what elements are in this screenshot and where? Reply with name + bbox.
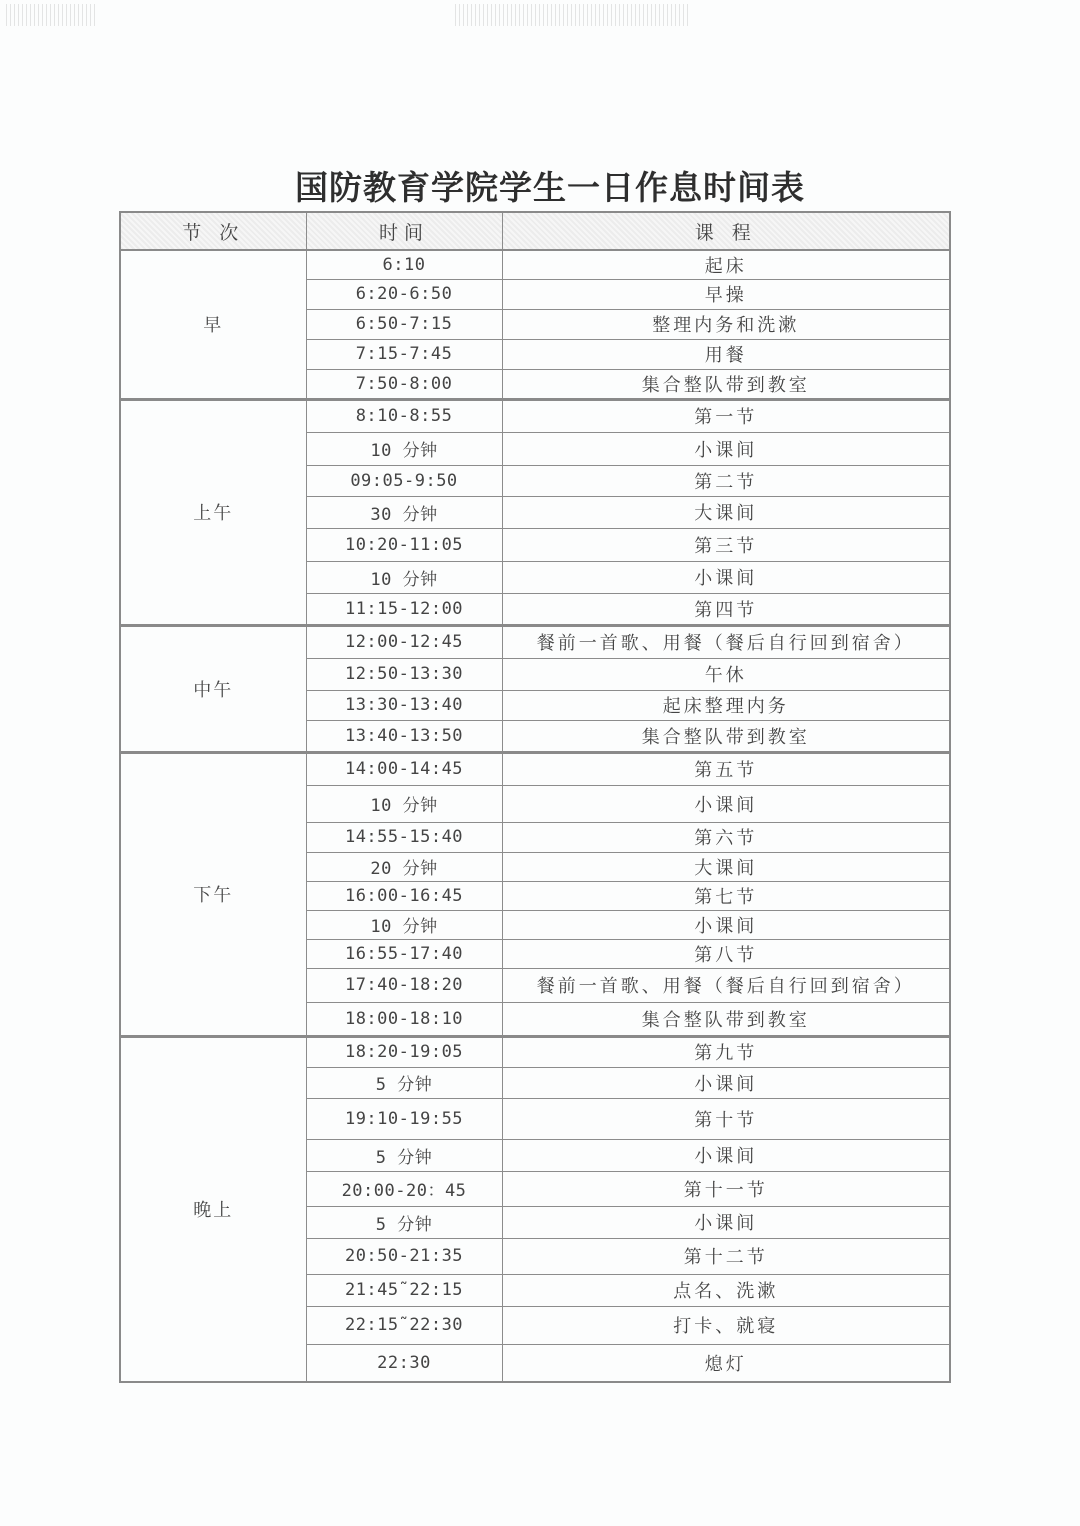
activity-cell: 集合整队带到教室 <box>502 1002 950 1036</box>
time-cell: 20 分钟 <box>306 852 502 881</box>
period-cell: 下午 <box>120 752 306 1036</box>
time-cell: 6:10 <box>306 250 502 279</box>
activity-cell: 起床 <box>502 250 950 279</box>
table-row <box>120 752 950 785</box>
activity-cell: 集合整队带到教室 <box>502 720 950 752</box>
period-cell: 晚上 <box>120 1036 306 1382</box>
time-cell: 14:55-15:40 <box>306 822 502 852</box>
time-cell: 6:50-7:15 <box>306 309 502 339</box>
header-activity: 课 程 <box>502 212 950 250</box>
time-cell: 5 分钟 <box>306 1139 502 1171</box>
table-row <box>120 1036 950 1067</box>
activity-cell: 第十二节 <box>502 1238 950 1274</box>
schedule-table <box>119 211 951 1383</box>
activity-cell: 小课间 <box>502 1139 950 1171</box>
activity-cell: 起床整理内务 <box>502 690 950 720</box>
activity-cell: 小课间 <box>502 432 950 465</box>
activity-cell: 餐前一首歌、用餐（餐后自行回到宿舍） <box>502 625 950 658</box>
page-title: 国防教育学院学生一日作息时间表 <box>295 168 805 208</box>
activity-cell: 大课间 <box>502 852 950 881</box>
activity-cell: 第五节 <box>502 752 950 785</box>
activity-cell: 早操 <box>502 279 950 309</box>
time-cell: 7:50-8:00 <box>306 369 502 399</box>
scan-noise-center <box>455 4 690 26</box>
time-cell: 09:05-9:50 <box>306 465 502 496</box>
activity-cell: 点名、洗漱 <box>502 1274 950 1306</box>
time-cell: 13:40-13:50 <box>306 720 502 752</box>
time-cell: 22:15˜22:30 <box>306 1306 502 1344</box>
time-cell: 19:10-19:55 <box>306 1098 502 1139</box>
activity-cell: 打卡、就寝 <box>502 1306 950 1344</box>
activity-cell: 小课间 <box>502 785 950 822</box>
activity-cell: 第三节 <box>502 528 950 561</box>
activity-cell: 第七节 <box>502 881 950 910</box>
time-cell: 13:30-13:40 <box>306 690 502 720</box>
time-cell: 20:00-20：45 <box>306 1171 502 1206</box>
activity-cell: 大课间 <box>502 496 950 528</box>
activity-cell: 整理内务和洗漱 <box>502 309 950 339</box>
activity-cell: 小课间 <box>502 561 950 593</box>
time-cell: 7:15-7:45 <box>306 339 502 369</box>
time-cell: 10:20-11:05 <box>306 528 502 561</box>
activity-cell: 第十节 <box>502 1098 950 1139</box>
activity-cell: 用餐 <box>502 339 950 369</box>
time-cell: 17:40-18:20 <box>306 968 502 1002</box>
time-cell: 18:00-18:10 <box>306 1002 502 1036</box>
header-period: 节 次 <box>120 212 306 250</box>
table-row <box>120 625 950 658</box>
table-row <box>120 399 950 432</box>
time-cell: 12:00-12:45 <box>306 625 502 658</box>
activity-cell: 第二节 <box>502 465 950 496</box>
activity-cell: 小课间 <box>502 1067 950 1098</box>
activity-cell: 餐前一首歌、用餐（餐后自行回到宿舍） <box>502 968 950 1002</box>
time-cell: 10 分钟 <box>306 561 502 593</box>
period-cell: 上午 <box>120 399 306 625</box>
time-cell: 12:50-13:30 <box>306 658 502 690</box>
time-cell: 10 分钟 <box>306 785 502 822</box>
activity-cell: 小课间 <box>502 1206 950 1238</box>
time-cell: 30 分钟 <box>306 496 502 528</box>
time-cell: 11:15-12:00 <box>306 593 502 625</box>
activity-cell: 午休 <box>502 658 950 690</box>
time-cell: 20:50-21:35 <box>306 1238 502 1274</box>
period-cell: 中午 <box>120 625 306 752</box>
table-header-row <box>120 212 950 250</box>
time-cell: 6:20-6:50 <box>306 279 502 309</box>
activity-cell: 第十一节 <box>502 1171 950 1206</box>
time-cell: 14:00-14:45 <box>306 752 502 785</box>
period-cell: 早 <box>120 250 306 399</box>
time-cell: 10 分钟 <box>306 432 502 465</box>
time-cell: 5 分钟 <box>306 1067 502 1098</box>
activity-cell: 第六节 <box>502 822 950 852</box>
activity-cell: 集合整队带到教室 <box>502 369 950 399</box>
time-cell: 22:30 <box>306 1344 502 1382</box>
table-row <box>120 250 950 279</box>
time-cell: 10 分钟 <box>306 910 502 939</box>
time-cell: 8:10-8:55 <box>306 399 502 432</box>
activity-cell: 第一节 <box>502 399 950 432</box>
time-cell: 5 分钟 <box>306 1206 502 1238</box>
schedule-body <box>120 250 950 1382</box>
activity-cell: 第四节 <box>502 593 950 625</box>
header-time: 时间 <box>306 212 502 250</box>
time-cell: 16:00-16:45 <box>306 881 502 910</box>
time-cell: 21:45˜22:15 <box>306 1274 502 1306</box>
time-cell: 18:20-19:05 <box>306 1036 502 1067</box>
time-cell: 16:55-17:40 <box>306 939 502 968</box>
activity-cell: 第九节 <box>502 1036 950 1067</box>
activity-cell: 小课间 <box>502 910 950 939</box>
scan-noise-left <box>6 4 96 26</box>
activity-cell: 熄灯 <box>502 1344 950 1382</box>
activity-cell: 第八节 <box>502 939 950 968</box>
